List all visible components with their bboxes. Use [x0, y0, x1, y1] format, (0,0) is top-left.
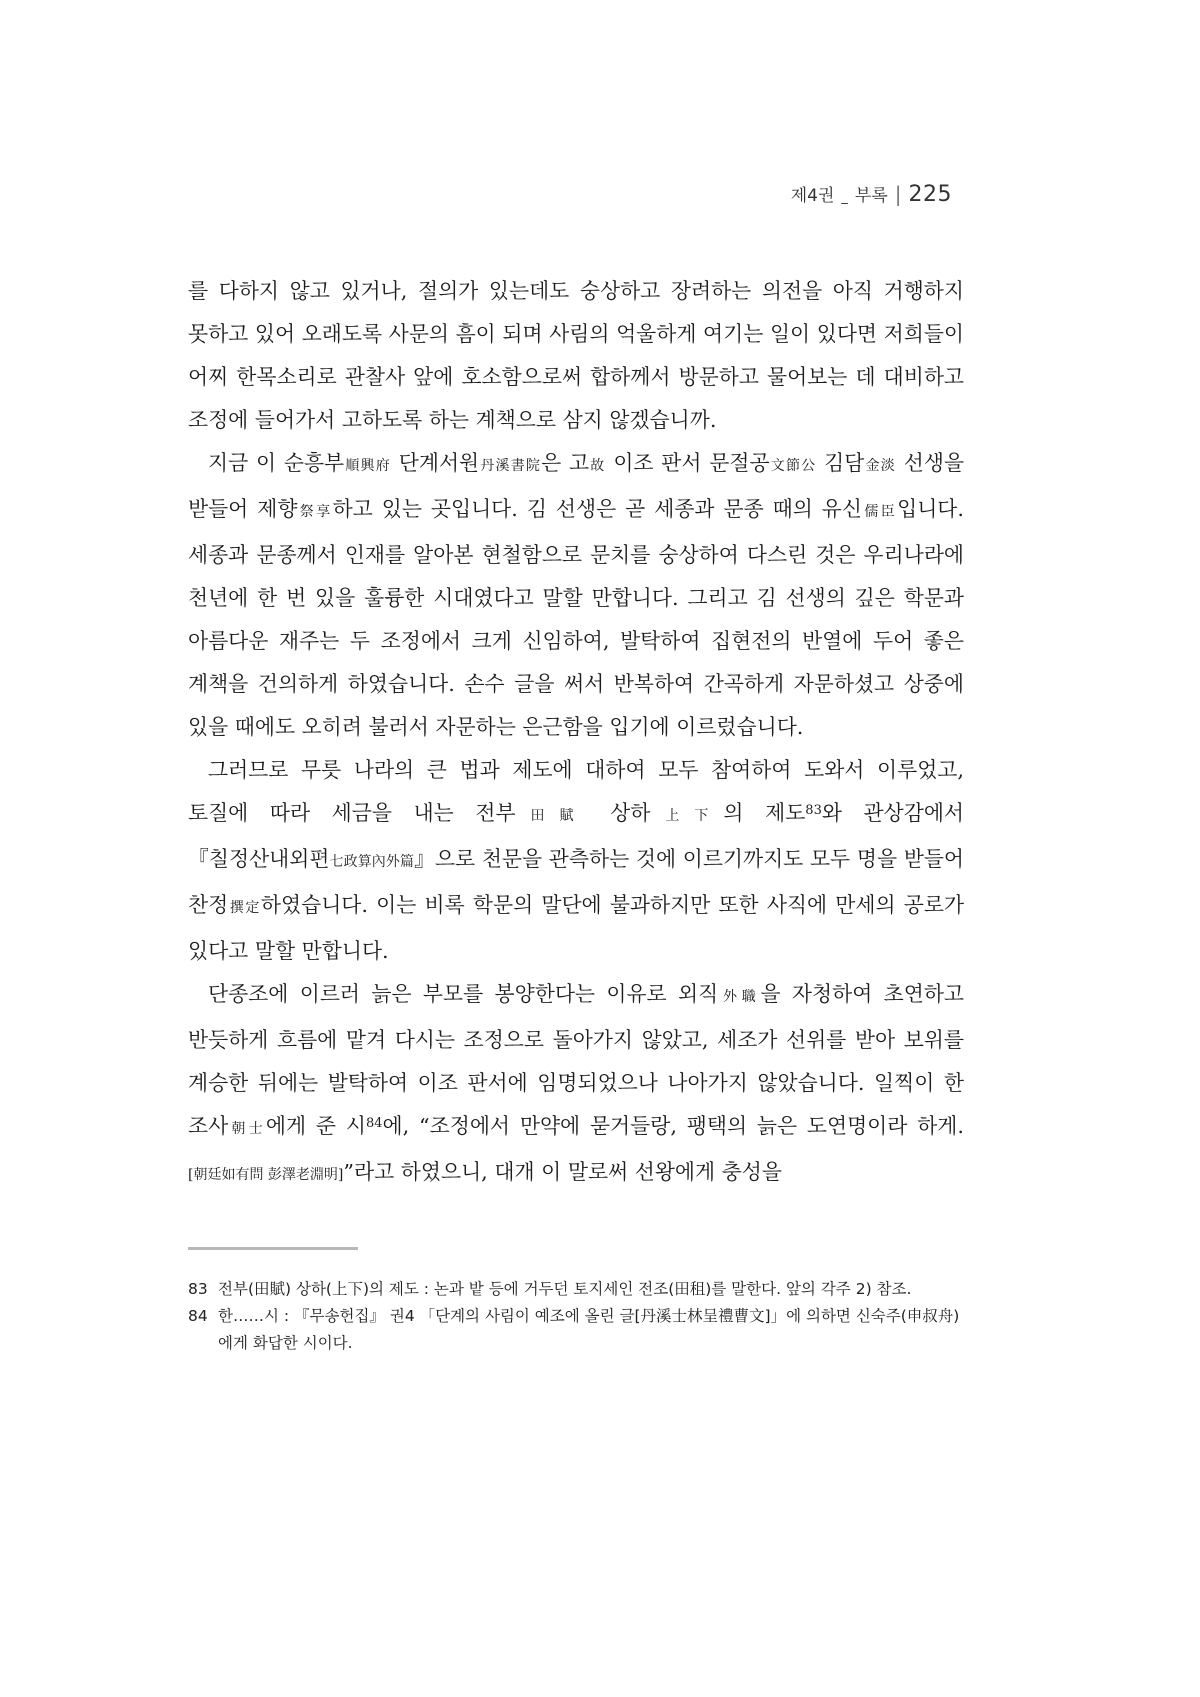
hanja-gloss: 七政算內外篇: [329, 854, 415, 870]
text-span: 지금 이 순흥부: [208, 451, 345, 475]
paragraph-4: [188, 973, 964, 1197]
hanja-gloss: 丹溪書院: [479, 458, 542, 474]
volume-label: 제4권: [790, 186, 835, 206]
paragraph-1: 를 다하지 않고 있거나, 절의가 있는데도 숭상하고 장려하는 의전을 아직 거행하지 못하고 있어 오래도록 사문의 흠이 되며 사림의 억울하게 여기는 일이 있다면 저희들이 어찌 한목소리로 관찰사 앞에 호소함으로써 합하께서 방문하고 물어보는 데 대비하고 조정에 들어가서 고하도록 하는 계책으로 삼지 않겠습니까.: [188, 279, 964, 432]
hanja-gloss: 上下: [650, 808, 724, 824]
page-number: 225: [908, 182, 952, 207]
footnote-divider: [188, 1247, 358, 1250]
hanja-gloss: 順興府: [344, 458, 391, 474]
text-span: 의 제도: [723, 801, 806, 825]
text-span: 상하: [588, 801, 651, 825]
hanja-gloss: 外職: [718, 989, 761, 1005]
hanja-gloss: 儒臣: [862, 504, 898, 520]
text-span: 하고 있는 곳입니다. 김 선생은 곧 세종과 문종 때의 유신: [332, 497, 862, 521]
text-span: 그러므로 무릇 나라의 큰 법과 제도에 대하여 모두 참여하여 도와서 이루었고, 토질에 따라 세금을 내는 전부: [188, 758, 964, 825]
footnote-ref-84[interactable]: 84: [365, 1116, 383, 1131]
text-span: 은 고: [541, 451, 590, 475]
section-label: 부록: [854, 186, 888, 206]
text-span: 이조 판서 문절공: [605, 451, 770, 475]
footnote-84: [188, 1303, 964, 1357]
footnote-text: 한……시 : 『무송헌집』 권4 「단계의 사림이 예조에 올린 글[丹溪士林呈禮曹文]」에 의하면 신숙주(申叔舟)에게 화답한 시이다.: [218, 1307, 960, 1352]
footnote-number: 84: [188, 1307, 208, 1325]
footnote-number: 83: [188, 1280, 208, 1298]
hanja-gloss: 撰定: [228, 900, 261, 916]
text-span: 하였습니다. 이는 비록 학문의 말단에 불과하지만 또한 사직에 만세의 공로가 있다고 말할 만합니다.: [188, 893, 965, 963]
text-span: 선생을 받들어 제향: [188, 451, 965, 521]
footnote-83: [188, 1276, 964, 1303]
text-span: 에, “조정에서 만약에 묻거들랑, 팽택의 늙은 도연명이라 하게.: [382, 1114, 964, 1138]
footnotes: [188, 1276, 964, 1357]
hanja-gloss: 金淡: [864, 458, 896, 474]
text-span: 단계서원: [390, 451, 480, 475]
hanja-gloss: 文節公: [769, 458, 817, 474]
text-span: 』으로 천문을 관측하는 것에 이르기까지도 모두 명을 받들어 찬정: [188, 847, 964, 917]
text-span: 김담: [816, 451, 865, 475]
hanja-gloss: 故: [589, 458, 606, 474]
header-dash: _: [841, 190, 848, 205]
footnote-text: 전부(田賦) 상하(上下)의 제도 : 논과 밭 등에 거두던 토지세인 전조(田租)를 말한다. 앞의 각주 2) 참조.: [218, 1280, 912, 1298]
running-header: [791, 181, 952, 207]
text-span: ”라고 하였으니, 대개 이 말로써 선왕에게 충성을: [343, 1160, 782, 1184]
footnote-ref-83[interactable]: 83: [805, 803, 822, 818]
hanja-gloss: 祭享: [297, 504, 333, 520]
hanja-quote: [朝廷如有問 彭澤老淵明]: [188, 1167, 344, 1183]
text-span: 단종조에 이르러 늙은 부모를 봉양한다는 이유로 외직: [208, 982, 719, 1006]
paragraph-2: [188, 442, 964, 749]
main-text: [188, 270, 964, 1197]
text-span: 입니다. 세종과 문종께서 인재를 알아본 현철함으로 문치를 숭상하여 다스린 것은 우리나라에 천년에 한 번 있을 훌륭한 시대였다고 말할 만합니다. 그리고 김 선생의 깊은 학문과 아름다운 재주는 두 조정에서 크게 신임하여, 발탁하여 집현전의 반열에 두어 좋은 계책을 건의하게 하였습니다. 손수 글을 써서 반복하여 간곡하게 자문하셨고 상중에 있을 때에도 오히려 불러서 자문하는 은근함을 입기에 이르렀습니다.: [188, 497, 965, 739]
paragraph-3: [188, 749, 964, 973]
hanja-gloss: 田賦: [515, 808, 589, 824]
header-divider: |: [894, 182, 902, 206]
text-span: 와 관상감에서 『칠정산내외편: [188, 801, 964, 871]
text-span: 에게 준 시: [265, 1114, 366, 1138]
text-span: 을 자청하여 초연하고 반듯하게 흐름에 맡겨 다시는 조정으로 돌아가지 않았고, 세조가 선위를 받아 보위를 계승한 뒤에는 발탁하여 이조 판서에 임명되었으나 나아가지 않았습니다. 일찍이 한 조사: [188, 982, 965, 1138]
hanja-gloss: 朝士: [228, 1121, 266, 1137]
